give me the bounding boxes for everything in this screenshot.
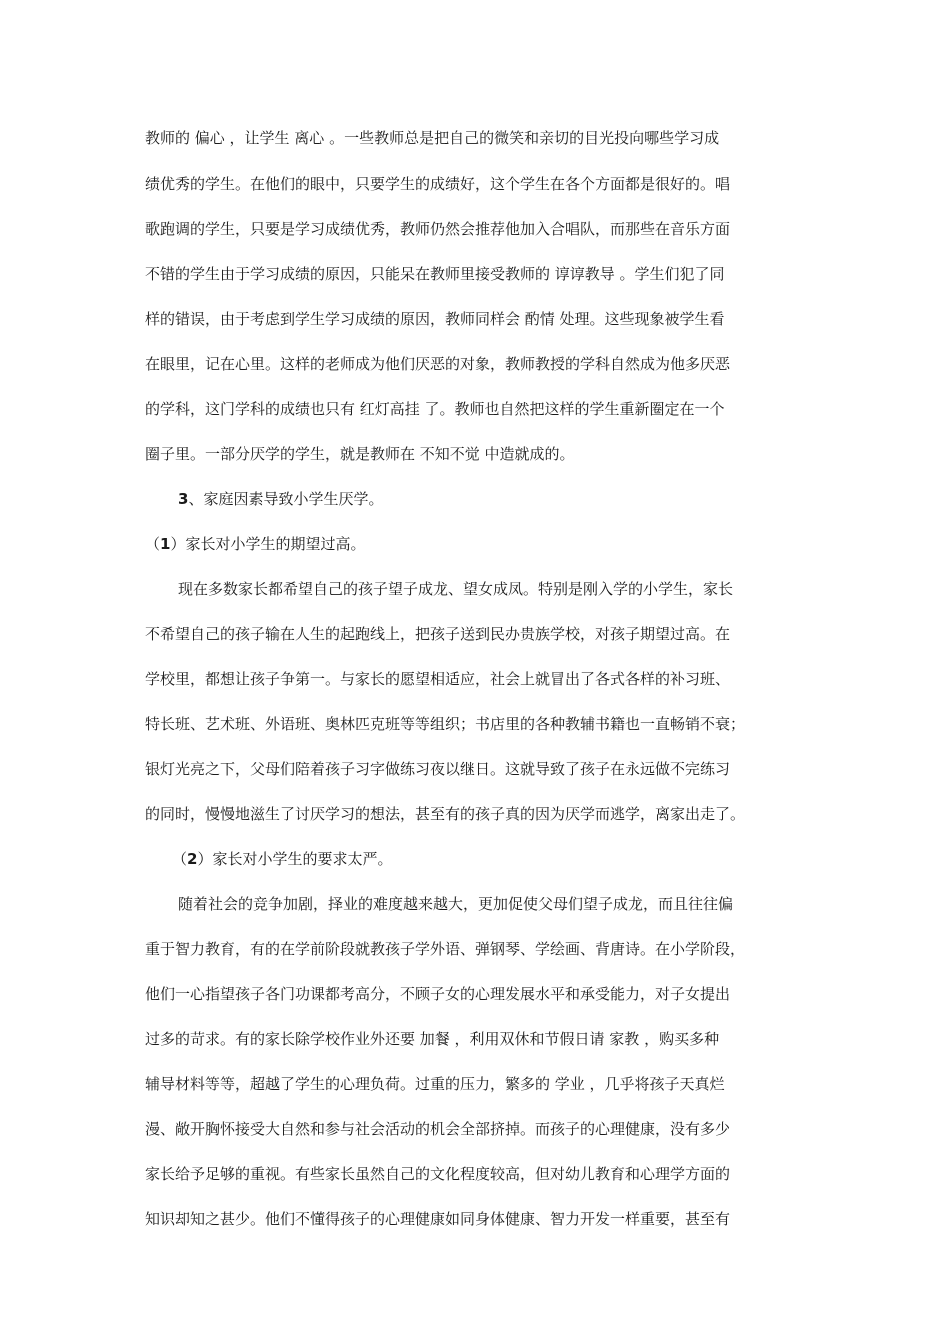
paragraph-line: 学校里，都想让孩子争第一。与家长的愿望相适应，社会上就冒出了各式各样的补习班、 xyxy=(145,670,731,688)
paragraph-line: 教师的 偏心 ，让学生 离心 。一些教师总是把自己的微笑和亲切的目光投向哪些学习成 xyxy=(145,129,720,147)
paragraph-line: 歌跑调的学生，只要是学习成绩优秀，教师仍然会推荐他加入合唱队，而那些在音乐方面 xyxy=(145,220,731,238)
paragraph-line: 随着社会的竞争加剧，择业的难度越来越大，更加促使父母们望子成龙，而且往往偏 xyxy=(178,895,734,913)
paragraph-line: 知识却知之甚少。他们不懂得孩子的心理健康如同身体健康、智力开发一样重要，甚至有 xyxy=(145,1210,731,1228)
paragraph-line: 的学科，这门学科的成绩也只有 红灯高挂 了。教师也自然把这样的学生重新圈定在一个 xyxy=(145,400,725,418)
heading-number: 1 xyxy=(160,535,171,553)
subsection-heading xyxy=(172,849,808,869)
heading-text: 、家庭因素导致小学生厌学。 xyxy=(188,490,384,508)
heading-text: ）家长对小学生的期望过高。 xyxy=(170,535,366,553)
paragraph-line: 不错的学生由于学习成绩的原因，只能呆在教师里接受教师的 谆谆教导 。学生们犯了同 xyxy=(145,265,725,283)
heading-open-paren: （ xyxy=(172,850,188,868)
paragraph-line: 在眼里，记在心里。这样的老师成为他们厌恶的对象，教师教授的学科自然成为他多厌恶 xyxy=(145,355,731,373)
heading-number: 3 xyxy=(178,490,189,508)
paragraph-line: 重于智力教育，有的在学前阶段就教孩子学外语、弹钢琴、学绘画、背唐诗。在小学阶段， xyxy=(145,940,746,958)
paragraph-line: 家长给予足够的重视。有些家长虽然自己的文化程度较高，但对幼儿教育和心理学方面的 xyxy=(145,1165,731,1183)
paragraph-line: 漫、敞开胸怀接受大自然和参与社会活动的机会全部挤掉。而孩子的心理健康，没有多少 xyxy=(145,1120,731,1138)
paragraph-line: 辅导材料等等，超越了学生的心理负荷。过重的压力，繁多的 学业 ，几乎将孩子天真烂 xyxy=(145,1075,725,1093)
paragraph-line: 他们一心指望孩子各门功课都考高分，不顾子女的心理发展水平和承受能力，对子女提出 xyxy=(145,985,731,1003)
heading-text: ）家长对小学生的要求太严。 xyxy=(197,850,393,868)
paragraph-line: 样的错误，由于考虑到学生学习成绩的原因，教师同样会 酌情 处理。这些现象被学生看 xyxy=(145,310,725,328)
heading-number: 2 xyxy=(187,850,198,868)
paragraph-line: 圈子里。一部分厌学的学生，就是教师在 不知不觉 中造就成的。 xyxy=(145,445,575,463)
paragraph-line: 过多的苛求。有的家长除学校作业外还要 加餐 ，利用双休和节假日请 家教 ，购买多种 xyxy=(145,1030,720,1048)
heading-open-paren: （ xyxy=(145,535,161,553)
paragraph-line: 不希望自己的孩子输在人生的起跑线上，把孩子送到民办贵族学校，对孩子期望过高。在 xyxy=(145,625,731,643)
paragraph-line: 银灯光亮之下，父母们陪着孩子习字做练习夜以继日。这就导致了孩子在永远做不完练习 xyxy=(145,760,731,778)
subsection-heading xyxy=(145,534,815,554)
paragraph-line: 的同时，慢慢地滋生了讨厌学习的想法，甚至有的孩子真的因为厌学而逃学，离家出走了。 xyxy=(145,805,746,823)
paragraph-line: 现在多数家长都希望自己的孩子望子成龙、望女成凤。特别是刚入学的小学生，家长 xyxy=(178,580,734,598)
paragraph-line: 绩优秀的学生。在他们的眼中，只要学生的成绩好，这个学生在各个方面都是很好的。唱 xyxy=(145,175,731,193)
section-heading xyxy=(178,489,808,509)
paragraph-line: 特长班、艺术班、外语班、奥林匹克班等等组织；书店里的各种教辅书籍也一直畅销不衰； xyxy=(145,715,746,733)
